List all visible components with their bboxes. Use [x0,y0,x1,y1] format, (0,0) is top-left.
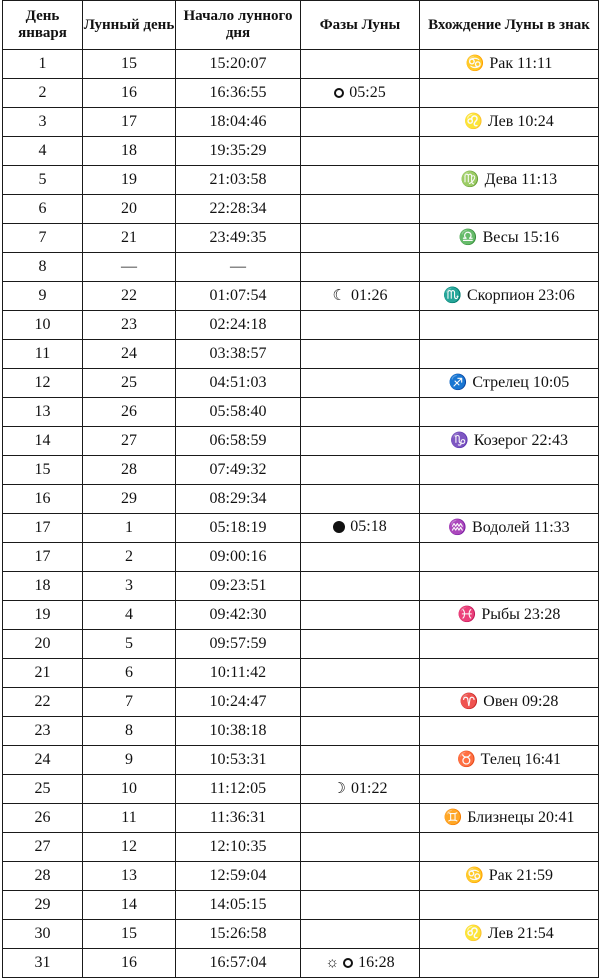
lunar-day-cell: 20 [83,195,176,224]
table-row [3,717,599,746]
table-row [3,369,599,398]
start-time-cell: 16:36:55 [176,79,301,108]
sign-entry [444,809,575,827]
sign-cell [420,833,599,862]
start-time-cell: 08:29:34 [176,485,301,514]
cancer-icon: ♋ [465,55,485,72]
lunar-calendar-sheet [2,0,599,978]
day-cell: 12 [3,369,83,398]
sign-text: Весы 15:16 [482,229,560,247]
table-row [3,456,599,485]
start-time-cell: 09:00:16 [176,543,301,572]
phase-cell [301,311,420,340]
header-sign: Вхождение Луны в знак [420,1,599,50]
sign-cell [420,862,599,891]
table-row [3,891,599,920]
day-cell: 14 [3,427,83,456]
day-cell: 9 [3,282,83,311]
phase-cell [301,137,420,166]
sign-entry [449,374,570,392]
sign-cell [420,717,599,746]
start-time-cell: 11:36:31 [176,804,301,833]
phase-time: 16:28 [358,954,395,972]
cancer-icon: ♋ [465,867,484,884]
phase-time: 01:26 [351,287,388,305]
phase-cell [301,514,420,543]
scorpio-icon: ♏ [443,287,462,304]
lunar-day-cell: 8 [83,717,176,746]
eclipse-full-moon-icon [325,956,353,971]
lunar-day-cell: 26 [83,398,176,427]
header-day: День января [3,1,83,50]
sign-text: Лев 10:24 [487,113,554,131]
sign-cell [420,195,599,224]
table-row [3,340,599,369]
table-row [3,543,599,572]
table-row [3,137,599,166]
sign-cell [420,572,599,601]
start-time-cell: 10:38:18 [176,717,301,746]
day-cell: 8 [3,253,83,282]
sign-text: Овен 09:28 [483,693,559,711]
phase-entry [333,287,388,305]
table-row [3,108,599,137]
table-row [3,688,599,717]
phase-cell [301,253,420,282]
sign-text: Стрелец 10:05 [472,374,570,392]
day-cell: 15 [3,456,83,485]
phase-cell [301,949,420,978]
sign-cell [420,630,599,659]
lunar-day-cell: 21 [83,224,176,253]
table-row [3,195,599,224]
table-row [3,224,599,253]
phase-cell [301,79,420,108]
new-moon-icon [333,521,345,533]
phase-cell [301,833,420,862]
phase-cell [301,601,420,630]
sign-text: Телец 16:41 [480,751,562,769]
start-time-cell: 09:23:51 [176,572,301,601]
sign-cell [420,108,599,137]
sign-cell [420,369,599,398]
sign-cell [420,891,599,920]
phase-entry [333,780,388,798]
day-cell: 6 [3,195,83,224]
phase-cell [301,369,420,398]
phase-cell [301,630,420,659]
day-cell: 10 [3,311,83,340]
phase-cell [301,195,420,224]
phase-cell [301,485,420,514]
lunar-day-cell: 28 [83,456,176,485]
start-time-cell: 15:20:07 [176,50,301,79]
sign-cell [420,543,599,572]
lunar-day-cell: 10 [83,775,176,804]
lunar-day-cell: 17 [83,108,176,137]
lunar-day-cell: — [83,253,176,282]
header-lunar-day: Лунный день [83,1,176,50]
sign-entry [460,693,559,711]
lunar-day-cell: 14 [83,891,176,920]
start-time-cell: 19:35:29 [176,137,301,166]
taurus-icon: ♉ [456,751,476,768]
day-cell: 18 [3,572,83,601]
phase-cell [301,50,420,79]
day-cell: 20 [3,630,83,659]
start-time-cell: — [176,253,301,282]
sign-cell [420,949,599,978]
sign-cell [420,253,599,282]
day-cell: 7 [3,224,83,253]
start-time-cell: 10:24:47 [176,688,301,717]
sign-cell [420,746,599,775]
lunar-day-cell: 18 [83,137,176,166]
phase-cell [301,804,420,833]
sun-icon: ☼ [325,954,340,971]
day-cell: 23 [3,717,83,746]
gemini-icon: ♊ [443,809,463,826]
lunar-day-cell: 27 [83,427,176,456]
table-row [3,50,599,79]
lunar-day-cell: 6 [83,659,176,688]
day-cell: 5 [3,166,83,195]
start-time-cell: 09:57:59 [176,630,301,659]
lunar-day-cell: 19 [83,166,176,195]
pisces-icon: ♓ [457,606,477,623]
table-row [3,253,599,282]
sign-cell [420,804,599,833]
day-cell: 1 [3,50,83,79]
lunar-day-cell: 9 [83,746,176,775]
sign-cell [420,311,599,340]
day-cell: 3 [3,108,83,137]
phase-entry [334,84,385,102]
day-cell: 17 [3,543,83,572]
phase-cell [301,659,420,688]
lunar-day-cell: 25 [83,369,176,398]
phase-cell [301,775,420,804]
start-time-cell: 05:18:19 [176,514,301,543]
phase-cell [301,543,420,572]
start-time-cell: 23:49:35 [176,224,301,253]
start-time-cell: 04:51:03 [176,369,301,398]
lunar-day-cell: 4 [83,601,176,630]
start-time-cell: 21:03:58 [176,166,301,195]
day-cell: 17 [3,514,83,543]
lunar-day-cell: 22 [83,282,176,311]
sign-text: Козерог 22:43 [473,432,568,450]
phase-time: 05:25 [349,83,386,101]
table-row [3,775,599,804]
day-cell: 16 [3,485,83,514]
start-time-cell: 05:58:40 [176,398,301,427]
lunar-day-cell: 1 [83,514,176,543]
day-cell: 28 [3,862,83,891]
full-moon-icon [343,958,353,968]
lunar-day-cell: 16 [83,949,176,978]
sign-entry [457,751,561,769]
phase-cell [301,572,420,601]
start-time-cell: 12:10:35 [176,833,301,862]
table-row [3,166,599,195]
aries-icon: ♈ [459,693,479,710]
sign-entry [443,287,574,305]
phase-entry [333,518,386,536]
sign-text: Лев 21:54 [487,925,554,943]
sign-cell [420,79,599,108]
sign-cell [420,775,599,804]
table-row [3,746,599,775]
day-cell: 4 [3,137,83,166]
start-time-cell: 06:58:59 [176,427,301,456]
day-cell: 19 [3,601,83,630]
start-time-cell: 16:57:04 [176,949,301,978]
sign-entry [465,867,553,885]
table-row [3,630,599,659]
table-row [3,949,599,978]
header-phase: Фазы Луны [301,1,420,50]
sign-cell [420,166,599,195]
phase-cell [301,891,420,920]
sign-text: Дева 11:13 [484,171,558,189]
table-row [3,601,599,630]
sign-cell [420,485,599,514]
phase-cell [301,717,420,746]
start-time-cell: 03:38:57 [176,340,301,369]
libra-icon: ♎ [458,229,478,246]
sign-cell [420,282,599,311]
phase-cell [301,427,420,456]
table-row [3,514,599,543]
sign-entry [461,171,557,189]
header-start: Начало лунного дня [176,1,301,50]
lunar-calendar-table [2,0,599,978]
sagittarius-icon: ♐ [448,374,468,391]
first-quarter-icon: ☽ [332,780,346,797]
sign-entry [458,606,561,624]
sign-entry [459,229,559,247]
sign-cell [420,224,599,253]
day-cell: 31 [3,949,83,978]
sign-text: Водолей 11:33 [472,519,570,537]
sign-cell [420,601,599,630]
lunar-day-cell: 11 [83,804,176,833]
start-time-cell: 11:12:05 [176,775,301,804]
sign-cell [420,688,599,717]
sign-cell [420,427,599,456]
sign-text: Рыбы 23:28 [481,606,561,624]
start-time-cell: 12:59:04 [176,862,301,891]
table-row [3,311,599,340]
day-cell: 27 [3,833,83,862]
start-time-cell: 14:05:15 [176,891,301,920]
table-row [3,833,599,862]
table-row [3,920,599,949]
lunar-day-cell: 7 [83,688,176,717]
phase-cell [301,398,420,427]
sign-entry [466,55,553,73]
start-time-cell: 01:07:54 [176,282,301,311]
day-cell: 24 [3,746,83,775]
aquarius-icon: ♒ [448,519,468,536]
table-row [3,282,599,311]
sign-text: Близнецы 20:41 [467,809,575,827]
lunar-day-cell: 2 [83,543,176,572]
phase-cell [301,920,420,949]
table-row [3,862,599,891]
table-row [3,398,599,427]
table-row [3,79,599,108]
sign-cell [420,137,599,166]
lunar-day-cell: 23 [83,311,176,340]
table-row [3,804,599,833]
sign-cell [420,659,599,688]
last-quarter-icon: ☾ [332,287,346,304]
day-cell: 11 [3,340,83,369]
sign-cell [420,456,599,485]
sign-text: Рак 11:11 [489,55,553,73]
lunar-day-cell: 13 [83,862,176,891]
full-moon-icon [334,88,344,98]
sign-text: Скорпион 23:06 [466,287,575,305]
start-time-cell: 09:42:30 [176,601,301,630]
lunar-day-cell: 29 [83,485,176,514]
day-cell: 2 [3,79,83,108]
phase-time: 01:22 [351,780,388,798]
day-cell: 29 [3,891,83,920]
lunar-day-cell: 12 [83,833,176,862]
phase-cell [301,862,420,891]
day-cell: 13 [3,398,83,427]
leo-icon: ♌ [464,113,483,130]
sign-cell [420,50,599,79]
start-time-cell: 15:26:58 [176,920,301,949]
phase-cell [301,688,420,717]
lunar-day-cell: 15 [83,920,176,949]
day-cell: 22 [3,688,83,717]
sign-cell [420,398,599,427]
start-time-cell: 10:53:31 [176,746,301,775]
table-row [3,659,599,688]
phase-cell [301,746,420,775]
lunar-day-cell: 24 [83,340,176,369]
phase-cell [301,166,420,195]
lunar-day-cell: 3 [83,572,176,601]
table-body [3,50,599,978]
sign-entry [448,519,569,537]
sign-entry [464,925,554,943]
table-row [3,485,599,514]
header-row [3,1,599,50]
phase-cell [301,108,420,137]
sign-entry [464,113,554,131]
table-row [3,427,599,456]
day-cell: 25 [3,775,83,804]
phase-cell [301,224,420,253]
capricorn-icon: ♑ [450,432,469,449]
phase-entry [325,954,394,972]
table-row [3,572,599,601]
day-cell: 21 [3,659,83,688]
start-time-cell: 07:49:32 [176,456,301,485]
virgo-icon: ♍ [460,171,480,188]
day-cell: 26 [3,804,83,833]
lunar-day-cell: 5 [83,630,176,659]
lunar-day-cell: 16 [83,79,176,108]
sign-entry [450,432,568,450]
sign-cell [420,514,599,543]
lunar-day-cell: 15 [83,50,176,79]
start-time-cell: 10:11:42 [176,659,301,688]
leo-icon: ♌ [464,925,483,942]
start-time-cell: 02:24:18 [176,311,301,340]
sign-cell [420,340,599,369]
phase-time: 05:18 [350,518,387,535]
phase-cell [301,282,420,311]
sign-text: Рак 21:59 [488,867,553,885]
day-cell: 30 [3,920,83,949]
sign-cell [420,920,599,949]
phase-cell [301,456,420,485]
start-time-cell: 18:04:46 [176,108,301,137]
start-time-cell: 22:28:34 [176,195,301,224]
phase-cell [301,340,420,369]
